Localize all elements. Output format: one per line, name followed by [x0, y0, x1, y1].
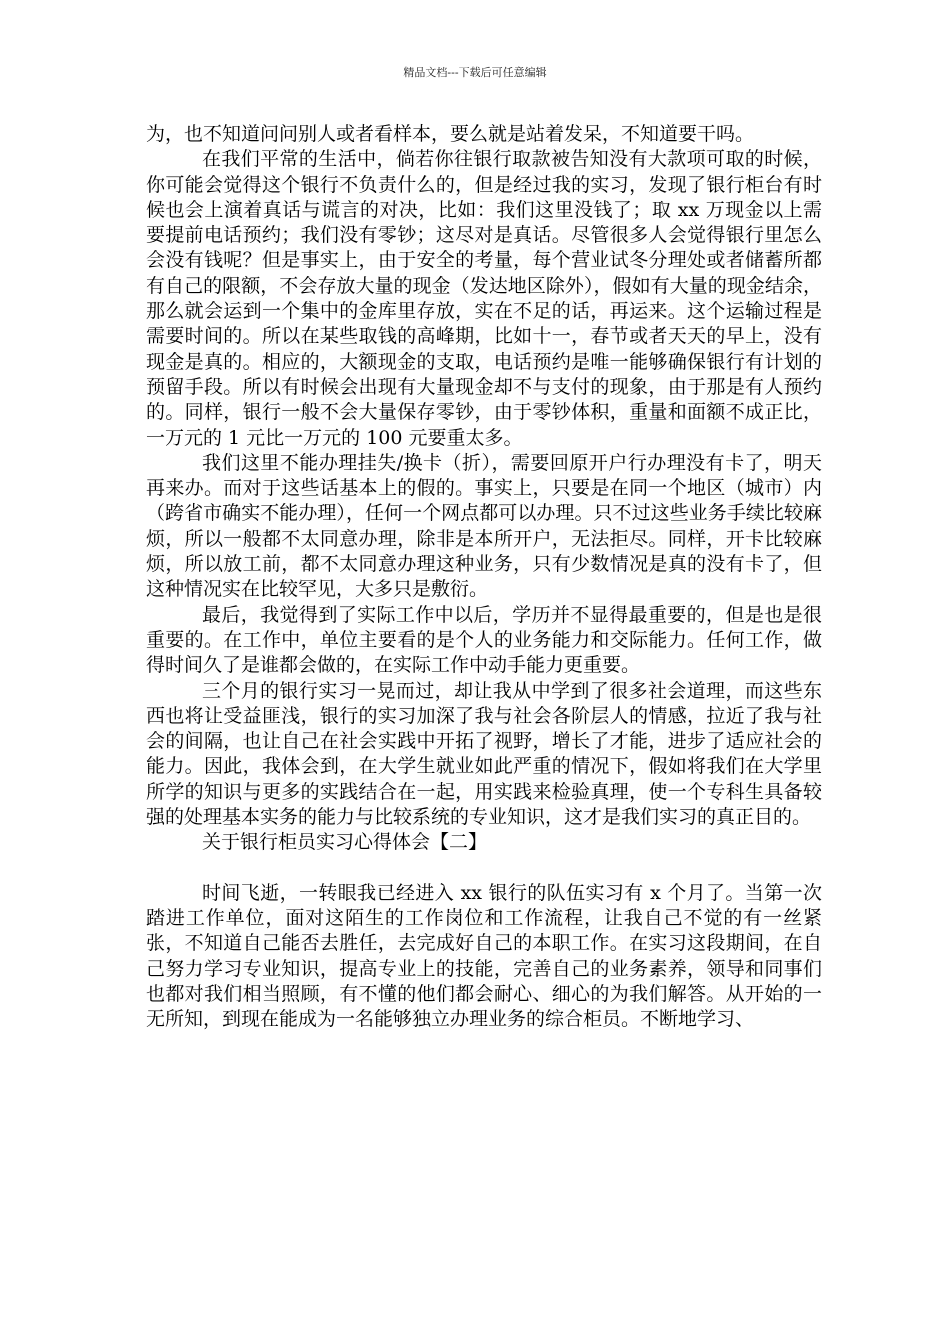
- page-header: 精品文档---下载后可任意编辑: [403, 66, 547, 79]
- paragraph: 最后，我觉得到了实际工作中以后，学历并不显得最重要的，但是也是很重要的。在工作中，单位主要看的是个人的业务能力和交际能力。任何工作，做得时间久了是谁都会做的，在实际工作中动手能力更重要。: [146, 603, 822, 677]
- paragraph: 我们这里不能办理挂失/换卡（折），需要回原开户行办理没有卡了，明天再来办。而对于这些话基本上的假的。事实上，只要是在同一个地区（城市）内（跨省市确实不能办理），任何一个网点都可以办理。只不过这些业务手续比较麻烦，所以一般都不太同意办理，除非是本所开户，无法拒尽。同样，开卡比较麻烦，所以放工前，都不太同意办理这种业务，只有少数情况是真的没有卡了，但这种情况实在比较罕见，大多只是敷衍。: [146, 451, 822, 601]
- paragraph: 在我们平常的生活中，倘若你往银行取款被告知没有大款项可取的时候，你可能会觉得这个银行不负责什么的，但是经过我的实习，发现了银行柜台有时候也会上演着真话与谎言的对决，比如：我们这里没钱了；取 xx 万现金以上需要提前电话预约；我们没有零钞；这尽对是真话。尽管很多人会觉得银行里怎么会没有钱呢？但是事实上，由于安全的考量，每个营业试冬分理处或者储蓄所都有自己的限额，不会存放大量的现金（发达地区除外），假如有大量的现金结余，那么就会运到一个集中的金库里存放，实在不足的话，再运来。这个运输过程是需要时间的。所以在某些取钱的高峰期，比如十一，春节或者天天的早上，没有现金是真的。相应的，大额现金的支取，电话预约是唯一能够确保银行有计划的预留手段。所以有时候会出现有大量现金却不与支付的现象，由于那是有人预约的。同样，银行一般不会大量保存零钞，由于零钞体积，重量和面额不成正比，一万元的 1 元比一万元的 100 元要重太多。: [146, 148, 822, 449]
- paragraph: 时间飞逝，一转眼我已经进入 xx 银行的队伍实习有 x 个月了。当第一次踏进工作单位，面对这陌生的工作岗位和工作流程，让我自己不觉的有一丝紧张，不知道自己能否去胜任，去完成好自己的本职工作。在实习这段期间，在自己努力学习专业知识，提高专业上的技能，完善自己的业务素养，领导和同事们也都对我们相当照顾，有不懂的他们都会耐心、细心的为我们解答。从开始的一无所知，到现在能成为一名能够独立办理业务的综合柜员。不断地学习、: [146, 881, 822, 1031]
- paragraph: 为，也不知道问问别人或者看样本，要么就是站着发呆，不知道要干吗。: [146, 123, 755, 145]
- blank-line: [146, 856, 822, 881]
- section-heading: 关于银行柜员实习心得体会【二】: [202, 831, 488, 854]
- document-body: [146, 122, 822, 1032]
- paragraph: 三个月的银行实习一晃而过，却让我从中学到了很多社会道理，而这些东西也将让受益匪浅，银行的实习加深了我与社会各阶层人的情感，拉近了我与社会的间隔，也让自己在社会实践中开拓了视野，增长了才能，进步了适应社会的能力。因此，我体会到，在大学生就业如此严重的情况下，假如将我们在大学里所学的知识与更多的实践结合在一起，用实践来检验真理，使一个专科生具备较强的处理基本实务的能力与比较系统的专业知识，这才是我们实习的真正目的。: [146, 679, 822, 829]
